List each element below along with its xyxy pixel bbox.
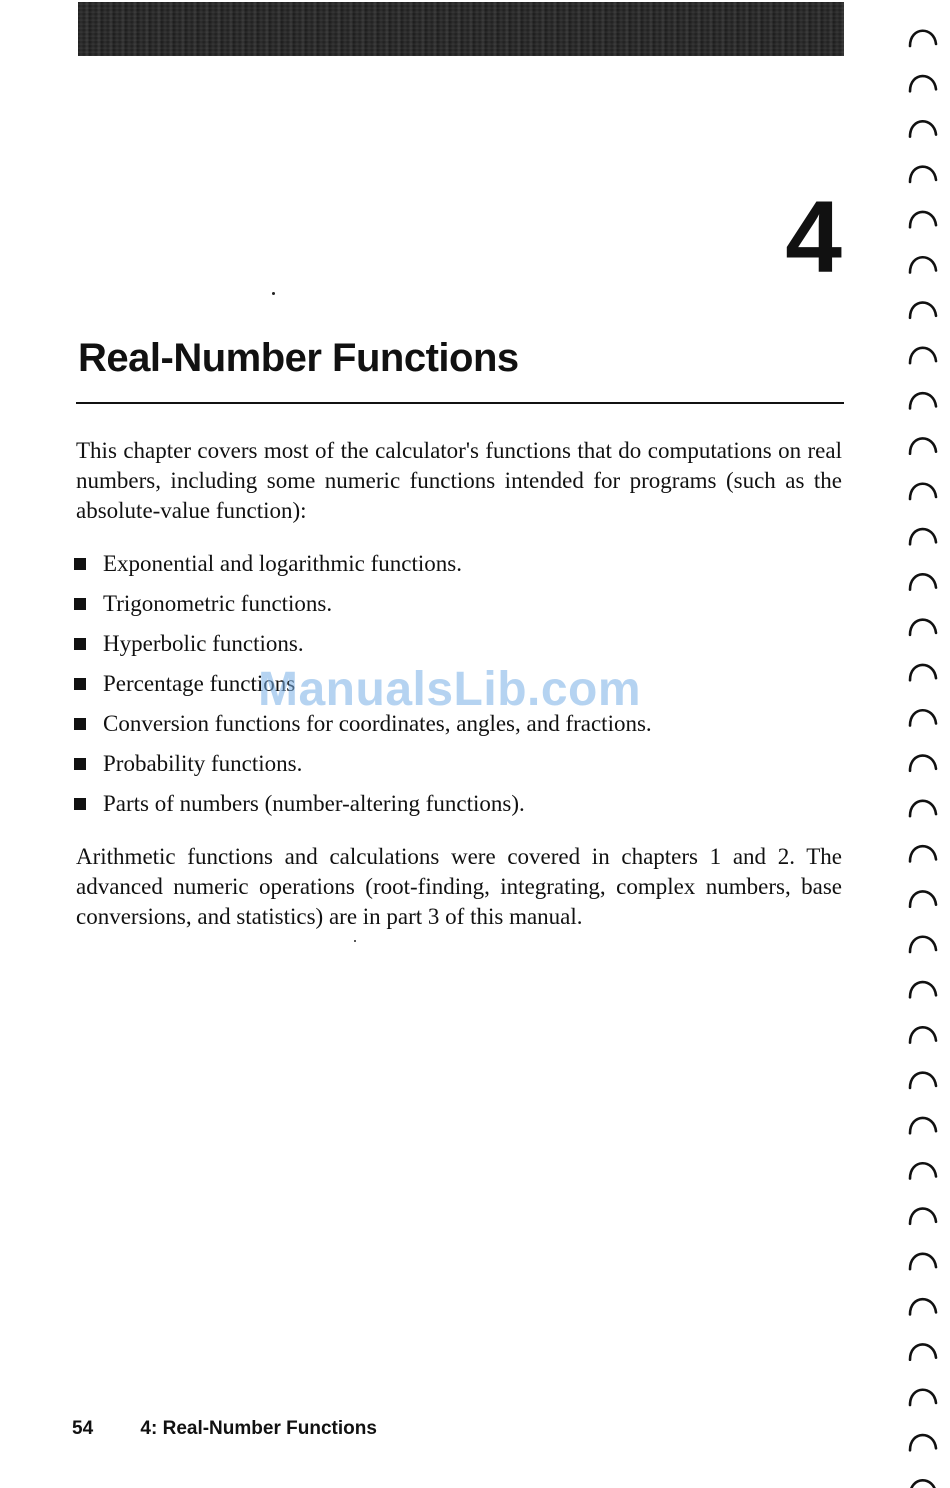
- spiral-ring-icon: [910, 303, 936, 318]
- spiral-ring-icon: [910, 846, 936, 861]
- square-bullet-icon: [74, 798, 86, 810]
- square-bullet-icon: [74, 558, 86, 570]
- watermark: ManualsLib.com: [258, 663, 642, 716]
- spiral-ring-icon: [910, 665, 936, 680]
- list-item-text: Percentage functions: [103, 671, 296, 696]
- spiral-ring-icon: [910, 1118, 936, 1133]
- list-item-text: Probability functions.: [103, 751, 303, 776]
- square-bullet-icon: [74, 638, 86, 650]
- square-bullet-icon: [74, 598, 86, 610]
- page-footer: [72, 1418, 377, 1440]
- spiral-binding: [904, 0, 950, 1488]
- spiral-ring-icon: [910, 1480, 936, 1488]
- running-title: 4: Real-Number Functions: [140, 1418, 377, 1439]
- spiral-ring-icon: [910, 1027, 936, 1042]
- spiral-ring-icon: [910, 710, 936, 725]
- chapter-number: 4: [785, 180, 842, 294]
- spiral-ring-icon: [910, 982, 936, 997]
- list-item: [72, 550, 652, 590]
- spiral-ring-icon: [910, 620, 936, 635]
- spiral-ring-icon: [910, 1344, 936, 1359]
- spiral-ring-icon: [910, 937, 936, 952]
- spiral-ring-icon: [910, 212, 936, 227]
- spiral-ring-icon: [910, 484, 936, 499]
- spiral-ring-icon: [910, 1073, 936, 1088]
- spiral-ring-icon: [910, 1254, 936, 1269]
- closing-paragraph: Arithmetic functions and calculations were covered in chapters 1 and 2. The advanced numeric operations (root-finding, integrating, complex numbers, base conversions, and statistics) are in part 3 of this manual.: [76, 844, 842, 929]
- scan-speck: [272, 292, 275, 295]
- spiral-ring-icon: [910, 574, 936, 589]
- spiral-ring-icon: [910, 121, 936, 136]
- title-rule: [76, 402, 844, 404]
- scan-speck: [354, 940, 356, 942]
- list-item-text: Parts of numbers (number-altering functions).: [103, 791, 525, 816]
- spiral-ring-icon: [910, 1299, 936, 1314]
- spiral-ring-icon: [910, 1390, 936, 1405]
- list-item: [72, 790, 652, 830]
- square-bullet-icon: [74, 758, 86, 770]
- header-band: [78, 2, 844, 56]
- page-number: 54: [72, 1418, 94, 1439]
- spiral-ring-icon: [910, 891, 936, 906]
- list-item: [72, 590, 652, 630]
- spiral-ring-icon: [910, 257, 936, 272]
- spiral-ring-icon: [910, 76, 936, 91]
- spiral-ring-icon: [910, 1435, 936, 1450]
- list-item-text: Hyperbolic functions.: [103, 631, 304, 656]
- square-bullet-icon: [74, 678, 86, 690]
- spiral-ring-icon: [910, 31, 936, 46]
- spiral-ring-icon: [910, 393, 936, 408]
- spiral-ring-icon: [910, 348, 936, 363]
- spiral-ring-icon: [910, 801, 936, 816]
- list-item-text: Exponential and logarithmic functions.: [103, 551, 462, 576]
- spiral-ring-icon: [910, 438, 936, 453]
- spiral-ring-icon: [910, 167, 936, 182]
- spiral-ring-icon: [910, 1209, 936, 1224]
- list-item: [72, 750, 652, 790]
- intro-paragraph: This chapter covers most of the calculator's functions that do computations on real numbers, including some numeric functions intended for programs (such as the absolute-value function):: [76, 438, 842, 523]
- spiral-ring-icon: [910, 1163, 936, 1178]
- spiral-ring-icon: [910, 529, 936, 544]
- list-item-text: Conversion functions for coordinates, angles, and fractions.: [103, 711, 652, 736]
- list-item-text: Trigonometric functions.: [103, 591, 333, 616]
- chapter-title: Real-Number Functions: [78, 336, 519, 380]
- spiral-ring-icon: [910, 756, 936, 771]
- square-bullet-icon: [74, 718, 86, 730]
